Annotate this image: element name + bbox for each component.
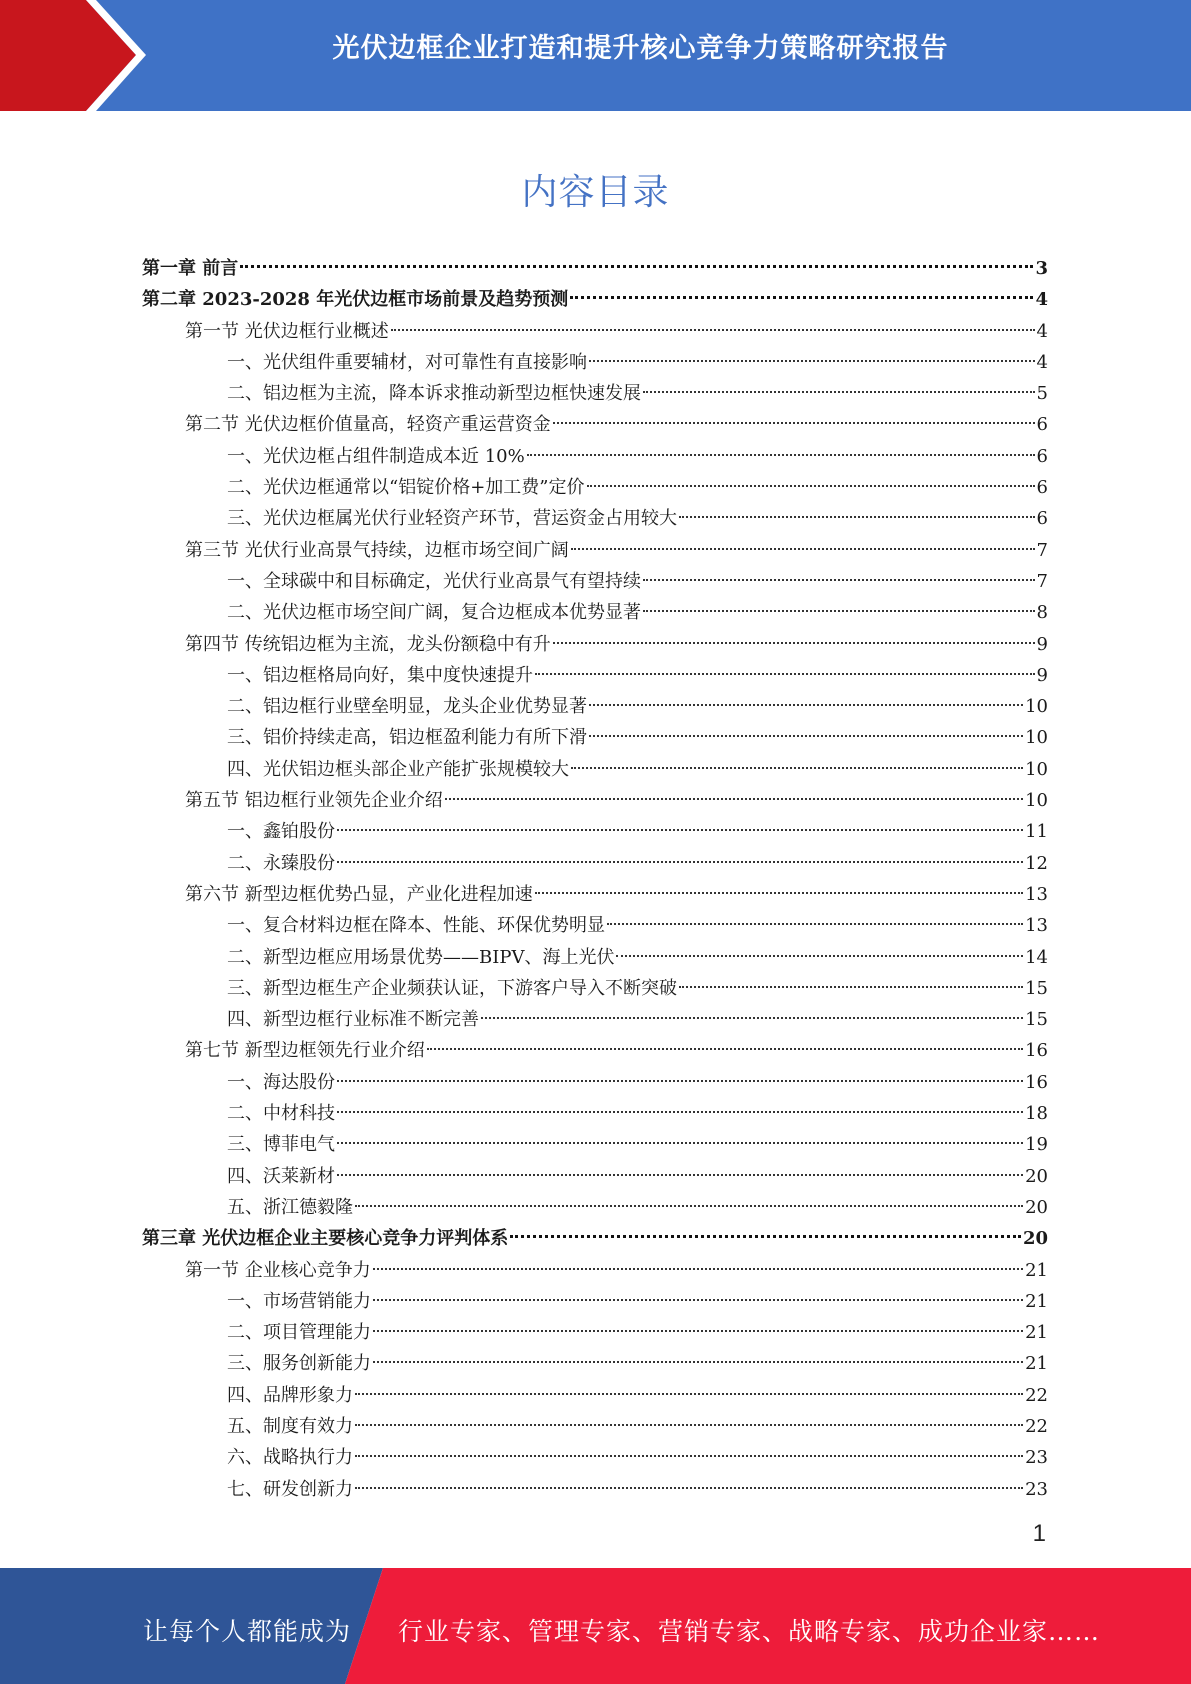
toc-entry-page: 22 xyxy=(1025,1415,1048,1437)
toc-entry-page: 19 xyxy=(1025,1134,1048,1156)
toc-entry[interactable] xyxy=(142,472,1048,503)
toc-entry-title: 第一节 光伏边框行业概述 xyxy=(185,320,389,342)
toc-entry[interactable] xyxy=(142,284,1048,315)
toc-entry[interactable] xyxy=(142,1255,1048,1286)
toc-entry-page: 7 xyxy=(1036,570,1048,592)
toc-entry-page: 23 xyxy=(1025,1447,1048,1469)
toc-entry[interactable] xyxy=(142,1192,1048,1223)
dot-leader xyxy=(391,328,1035,331)
toc-entry-page: 4 xyxy=(1035,289,1048,311)
dot-leader xyxy=(373,1298,1023,1301)
toc-entry-title: 第一章 前言 xyxy=(142,258,239,279)
toc-entry-title: 一、复合材料边框在降本、性能、环保优势明显 xyxy=(227,915,605,937)
toc-entry[interactable] xyxy=(142,942,1048,973)
dot-leader xyxy=(355,1423,1023,1426)
toc-entry-page: 15 xyxy=(1025,977,1048,999)
toc-entry-title: 二、新型边框应用场景优势——BIPV、海上光伏 xyxy=(227,946,615,968)
toc-entry[interactable] xyxy=(142,1286,1048,1317)
footer-slogan-left: 让每个人都能成为 xyxy=(143,1617,352,1646)
toc-entry-page: 15 xyxy=(1025,1009,1048,1031)
dot-leader xyxy=(337,1110,1023,1113)
toc-entry[interactable] xyxy=(142,1098,1048,1129)
toc-entry[interactable] xyxy=(142,566,1048,597)
toc-entry-title: 一、光伏组件重要辅材，对可靠性有直接影响 xyxy=(227,351,587,373)
dot-leader xyxy=(571,547,1035,550)
toc-entry[interactable] xyxy=(142,1380,1048,1411)
toc-entry[interactable] xyxy=(142,503,1048,534)
dot-leader xyxy=(553,421,1035,424)
toc-entry[interactable] xyxy=(142,816,1048,847)
dot-leader xyxy=(616,954,1023,957)
toc-entry-title: 第二节 光伏边框价值量高，轻资产重运营资金 xyxy=(185,414,551,436)
dot-leader xyxy=(427,1047,1023,1050)
toc-entry-title: 四、新型边框行业标准不断完善 xyxy=(227,1009,479,1031)
toc-entry[interactable] xyxy=(142,1442,1048,1473)
toc-entry[interactable] xyxy=(142,347,1048,378)
toc-entry[interactable] xyxy=(142,1129,1048,1160)
page-number: 1 xyxy=(1032,1520,1046,1547)
toc-entry-page: 16 xyxy=(1025,1040,1048,1062)
dot-leader xyxy=(535,672,1035,675)
toc-entry[interactable] xyxy=(142,660,1048,691)
toc-entry-title: 二、永臻股份 xyxy=(227,852,335,874)
toc-entry[interactable] xyxy=(142,409,1048,440)
toc-entry-title: 一、鑫铂股份 xyxy=(227,821,335,843)
dot-leader xyxy=(355,1204,1023,1207)
toc-entry-page: 20 xyxy=(1022,1228,1048,1250)
toc-entry-page: 20 xyxy=(1025,1165,1048,1187)
toc-entry[interactable] xyxy=(142,910,1048,941)
toc-entry-title: 七、研发创新力 xyxy=(227,1478,353,1500)
dot-leader xyxy=(570,295,1033,299)
toc-entry-page: 10 xyxy=(1025,790,1048,812)
toc-entry-title: 一、海达股份 xyxy=(227,1071,335,1093)
toc-entry-title: 五、制度有效力 xyxy=(227,1415,353,1437)
toc-entry-title: 二、光伏边框通常以“铝锭价格+加工费”定价 xyxy=(227,477,585,499)
toc-entry-page: 3 xyxy=(1035,258,1048,279)
toc-entry[interactable] xyxy=(142,785,1048,816)
toc-entry-page: 21 xyxy=(1025,1322,1048,1344)
toc-entry[interactable] xyxy=(142,879,1048,910)
report-title: 光伏边框企业打造和提升核心竞争力策略研究报告 xyxy=(332,33,949,64)
toc-heading: 内容目录 xyxy=(521,172,670,213)
dot-leader xyxy=(679,515,1035,518)
toc-entry-title: 三、光伏边框属光伏行业轻资产环节，营运资金占用较大 xyxy=(227,508,677,530)
toc-entry[interactable] xyxy=(142,1411,1048,1442)
dot-leader xyxy=(553,641,1035,644)
dot-leader xyxy=(337,860,1023,863)
toc-entry[interactable] xyxy=(142,629,1048,660)
toc-entry-title: 一、铝边框格局向好，集中度快速提升 xyxy=(227,664,533,686)
dot-leader xyxy=(589,703,1023,706)
toc-entry[interactable] xyxy=(142,691,1048,722)
toc-entry[interactable] xyxy=(142,1474,1048,1505)
toc-entry-title: 一、全球碳中和目标确定，光伏行业高景气有望持续 xyxy=(227,570,641,592)
dot-leader xyxy=(337,1141,1023,1144)
dot-leader xyxy=(373,1360,1023,1363)
toc-entry-page: 14 xyxy=(1025,946,1048,968)
toc-entry-title: 二、铝边框行业壁垒明显，龙头企业优势显著 xyxy=(227,696,587,718)
toc-entry-title: 第二章 2023-2028 年光伏边框市场前景及趋势预测 xyxy=(142,289,569,311)
toc-entry-title: 第一节 企业核心竞争力 xyxy=(185,1259,371,1281)
dot-leader xyxy=(355,1486,1023,1489)
dot-leader xyxy=(643,390,1035,393)
toc-entry-title: 四、沃莱新材 xyxy=(227,1165,335,1187)
toc-entry-title: 三、新型边框生产企业频获认证，下游客户导入不断突破 xyxy=(227,977,677,999)
toc-entry-title: 第六节 新型边框优势凸显，产业化进程加速 xyxy=(185,883,533,905)
footer-slogan-right: 行业专家、管理专家、营销专家、战略专家、成功企业家…… xyxy=(398,1617,1101,1646)
toc-entry-page: 13 xyxy=(1025,915,1048,937)
toc-entry[interactable] xyxy=(142,1067,1048,1098)
toc-entry[interactable] xyxy=(142,1317,1048,1348)
toc-entry-title: 二、铝边框为主流，降本诉求推动新型边框快速发展 xyxy=(227,383,641,405)
toc-entry-title: 二、中材科技 xyxy=(227,1103,335,1125)
footer-banner xyxy=(0,1568,1191,1684)
toc-entry[interactable] xyxy=(142,316,1048,347)
toc-entry-page: 23 xyxy=(1025,1478,1048,1500)
toc-entry[interactable] xyxy=(142,848,1048,879)
toc-entry-page: 8 xyxy=(1036,602,1048,624)
toc-entry-title: 第三章 光伏边框企业主要核心竞争力评判体系 xyxy=(142,1228,509,1250)
toc-entry[interactable] xyxy=(142,973,1048,1004)
toc-entry-page: 16 xyxy=(1025,1071,1048,1093)
toc-entry-title: 二、光伏边框市场空间广阔，复合边框成本优势显著 xyxy=(227,602,641,624)
toc-entry[interactable] xyxy=(142,1035,1048,1066)
toc-entry[interactable] xyxy=(142,1161,1048,1192)
toc-entry-page: 20 xyxy=(1025,1196,1048,1218)
toc-entry-page: 6 xyxy=(1036,508,1048,530)
dot-leader xyxy=(337,828,1023,831)
toc-entry-title: 二、项目管理能力 xyxy=(227,1322,371,1344)
toc-entry-title: 三、博菲电气 xyxy=(227,1134,335,1156)
toc-entry-page: 9 xyxy=(1036,633,1048,655)
toc-entry[interactable] xyxy=(142,535,1048,566)
toc-entry-page: 10 xyxy=(1025,696,1048,718)
toc-entry-title: 三、服务创新能力 xyxy=(227,1353,371,1375)
dot-leader xyxy=(643,578,1035,581)
dot-leader xyxy=(643,609,1035,612)
dot-leader xyxy=(587,484,1035,487)
toc-entry-page: 9 xyxy=(1036,664,1048,686)
dot-leader xyxy=(445,797,1023,800)
dot-leader xyxy=(535,891,1023,894)
dot-leader xyxy=(510,1234,1021,1238)
toc-entry-title: 第七节 新型边框领先行业介绍 xyxy=(185,1040,425,1062)
toc-entry[interactable] xyxy=(142,1223,1048,1254)
toc-entry-page: 18 xyxy=(1025,1103,1048,1125)
dot-leader xyxy=(481,1016,1023,1019)
toc-entry[interactable] xyxy=(142,253,1048,284)
dot-leader xyxy=(355,1454,1023,1457)
toc-entry-page: 6 xyxy=(1036,445,1048,467)
toc-entry-page: 6 xyxy=(1036,477,1048,499)
toc-entry-page: 4 xyxy=(1036,351,1048,373)
toc-entry-title: 六、战略执行力 xyxy=(227,1447,353,1469)
toc-entry-page: 12 xyxy=(1025,852,1048,874)
header-banner xyxy=(0,0,1191,111)
dot-leader xyxy=(337,1173,1023,1176)
toc-entry-title: 五、浙江德毅隆 xyxy=(227,1196,353,1218)
toc-entry-page: 4 xyxy=(1036,320,1048,342)
dot-leader xyxy=(373,1267,1023,1270)
toc-entry-title: 第五节 铝边框行业领先企业介绍 xyxy=(185,790,443,812)
toc-entry-title: 四、光伏铝边框头部企业产能扩张规模较大 xyxy=(227,758,569,780)
toc-entry[interactable] xyxy=(142,1348,1048,1379)
toc-entry-page: 11 xyxy=(1025,821,1048,843)
dot-leader xyxy=(571,766,1023,769)
toc-entry-title: 一、市场营销能力 xyxy=(227,1290,371,1312)
toc-entry[interactable] xyxy=(142,1004,1048,1035)
dot-leader xyxy=(373,1329,1023,1332)
toc-entry-title: 第四节 传统铝边框为主流，龙头份额稳中有升 xyxy=(185,633,551,655)
header-arrow-decoration xyxy=(0,0,180,111)
toc-entry-title: 四、品牌形象力 xyxy=(227,1384,353,1406)
toc-entry-title: 第三节 光伏行业高景气持续，边框市场空间广阔 xyxy=(185,539,569,561)
dot-leader xyxy=(355,1392,1023,1395)
toc-entry[interactable] xyxy=(142,378,1048,409)
toc-entry[interactable] xyxy=(142,441,1048,472)
toc-entry-page: 10 xyxy=(1025,727,1048,749)
toc-entry-page: 21 xyxy=(1025,1290,1048,1312)
dot-leader xyxy=(337,1079,1023,1082)
dot-leader xyxy=(607,922,1023,925)
dot-leader xyxy=(589,734,1023,737)
toc-entry-page: 13 xyxy=(1025,883,1048,905)
toc-entry-page: 22 xyxy=(1025,1384,1048,1406)
table-of-contents xyxy=(142,253,1048,1505)
dot-leader xyxy=(240,264,1033,268)
toc-entry-page: 6 xyxy=(1036,414,1048,436)
toc-entry-page: 7 xyxy=(1036,539,1048,561)
toc-entry[interactable] xyxy=(142,722,1048,753)
toc-entry-page: 5 xyxy=(1036,383,1048,405)
toc-entry[interactable] xyxy=(142,597,1048,628)
toc-entry-page: 21 xyxy=(1025,1259,1048,1281)
dot-leader xyxy=(679,985,1023,988)
toc-entry[interactable] xyxy=(142,754,1048,785)
dot-leader xyxy=(527,453,1035,456)
toc-entry-page: 21 xyxy=(1025,1353,1048,1375)
toc-entry-page: 10 xyxy=(1025,758,1048,780)
toc-entry-title: 一、光伏边框占组件制造成本近 10% xyxy=(227,445,525,467)
toc-entry-title: 三、铝价持续走高，铝边框盈利能力有所下滑 xyxy=(227,727,587,749)
dot-leader xyxy=(589,359,1035,362)
